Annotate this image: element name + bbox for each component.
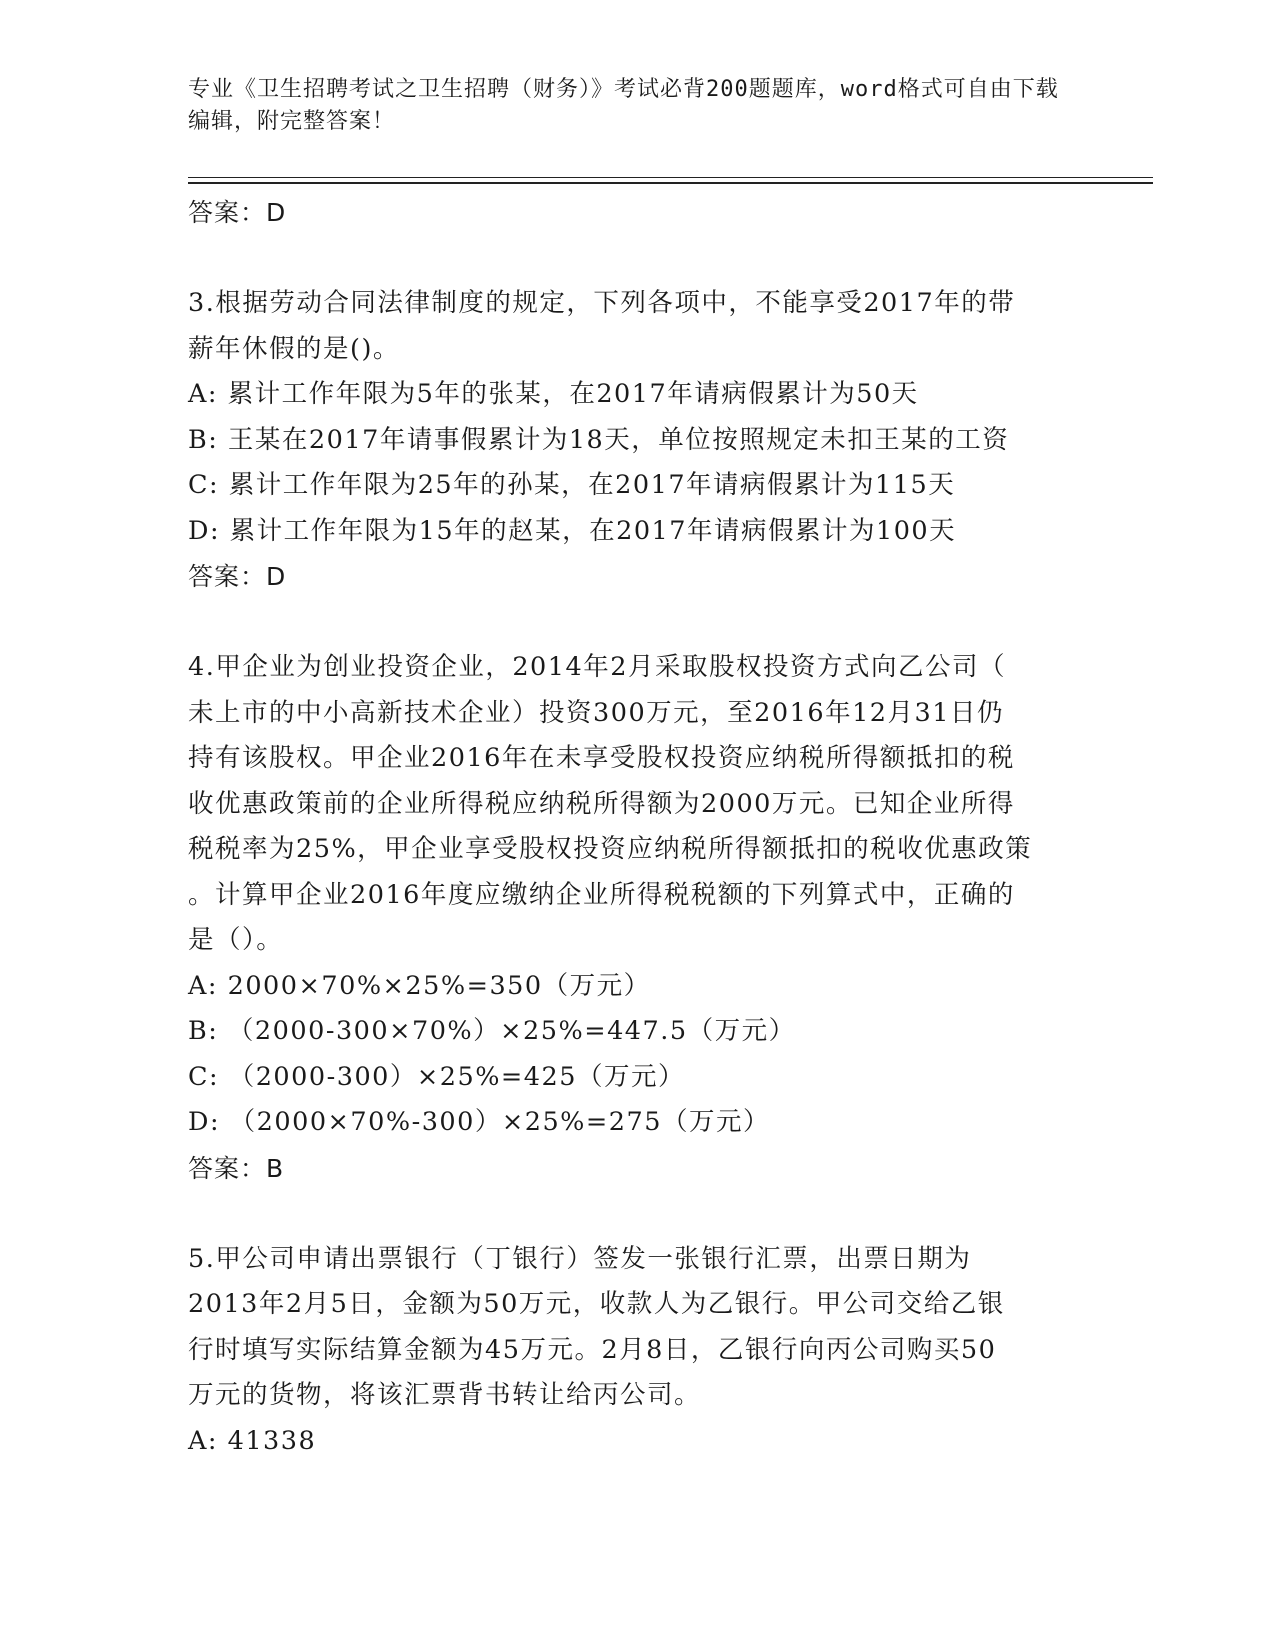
question-text-line: 持有该股权。甲企业2016年在未享受股权投资应纳税所得额抵扣的税 [188,743,1015,773]
question-text-line: 收优惠政策前的企业所得税应纳税所得额为2000万元。已知企业所得 [188,788,1015,819]
option-b: B: （2000-300×70%）×25%=447.5（万元） [188,1016,796,1046]
question-text-line: 未上市的中小高新技术企业）投资300万元，至2016年12月31日仍 [188,697,1004,728]
option-a: A: 41338 [188,1425,317,1456]
question-text-line: 行时填写实际结算金额为45万元。2月8日，乙银行向丙公司购买50 [188,1334,997,1365]
question-4 [188,645,1088,1192]
option-a: A: 2000×70%×25%=350（万元） [188,970,651,1001]
question-text-line: 。计算甲企业2016年度应缴纳企业所得税税额的下列算式中，正确的 [188,879,1015,910]
option-c: C: 累计工作年限为25年的孙某，在2017年请病假累计为115天 [188,470,956,500]
answer-line: 答案：D [188,198,287,227]
question-text-line: 薪年休假的是()。 [188,333,400,364]
question-text-line: 2013年2月5日，金额为50万元，收款人为乙银行。甲公司交给乙银 [188,1289,1005,1319]
question-text-line: 税税率为25%，甲企业享受股权投资应纳税所得额抵扣的税收优惠政策 [188,834,1033,864]
option-a: A: 累计工作年限为5年的张某，在2017年请病假累计为50天 [188,379,919,409]
question-text-line: 万元的货物，将该汇票背书转让给丙公司。 [188,1380,702,1410]
document-body [188,190,1088,1464]
option-c: C: （2000-300）×25%=425（万元） [188,1061,685,1092]
document-header: 专业《卫生招聘考试之卫生招聘（财务）》考试必背200题题库，word格式可自由下载编辑，附完整答案！ [188,77,1059,134]
answer-line: 答案：B [188,1153,285,1183]
question-5 [188,1237,1088,1465]
header-divider-thin [188,177,1153,178]
question-3 [188,281,1088,600]
option-d: D: （2000×70%-300）×25%=275（万元） [188,1107,770,1137]
question-text-line: 5.甲公司申请出票银行（丁银行）签发一张银行汇票，出票日期为 [188,1243,972,1274]
question-text-line: 4.甲企业为创业投资企业，2014年2月采取股权投资方式向乙公司（ [188,652,1006,682]
answer-line: 答案：D [188,562,287,591]
option-b: B: 王某在2017年请事假累计为18天，单位按照规定未扣王某的工资 [188,424,1010,455]
header-divider-thick [188,182,1153,184]
question-text-line: 3.根据劳动合同法律制度的规定，下列各项中，不能享受2017年的带 [188,288,1016,318]
option-d: D: 累计工作年限为15年的赵某，在2017年请病假累计为100天 [188,515,957,546]
question-text-line: 是（）。 [188,925,284,955]
